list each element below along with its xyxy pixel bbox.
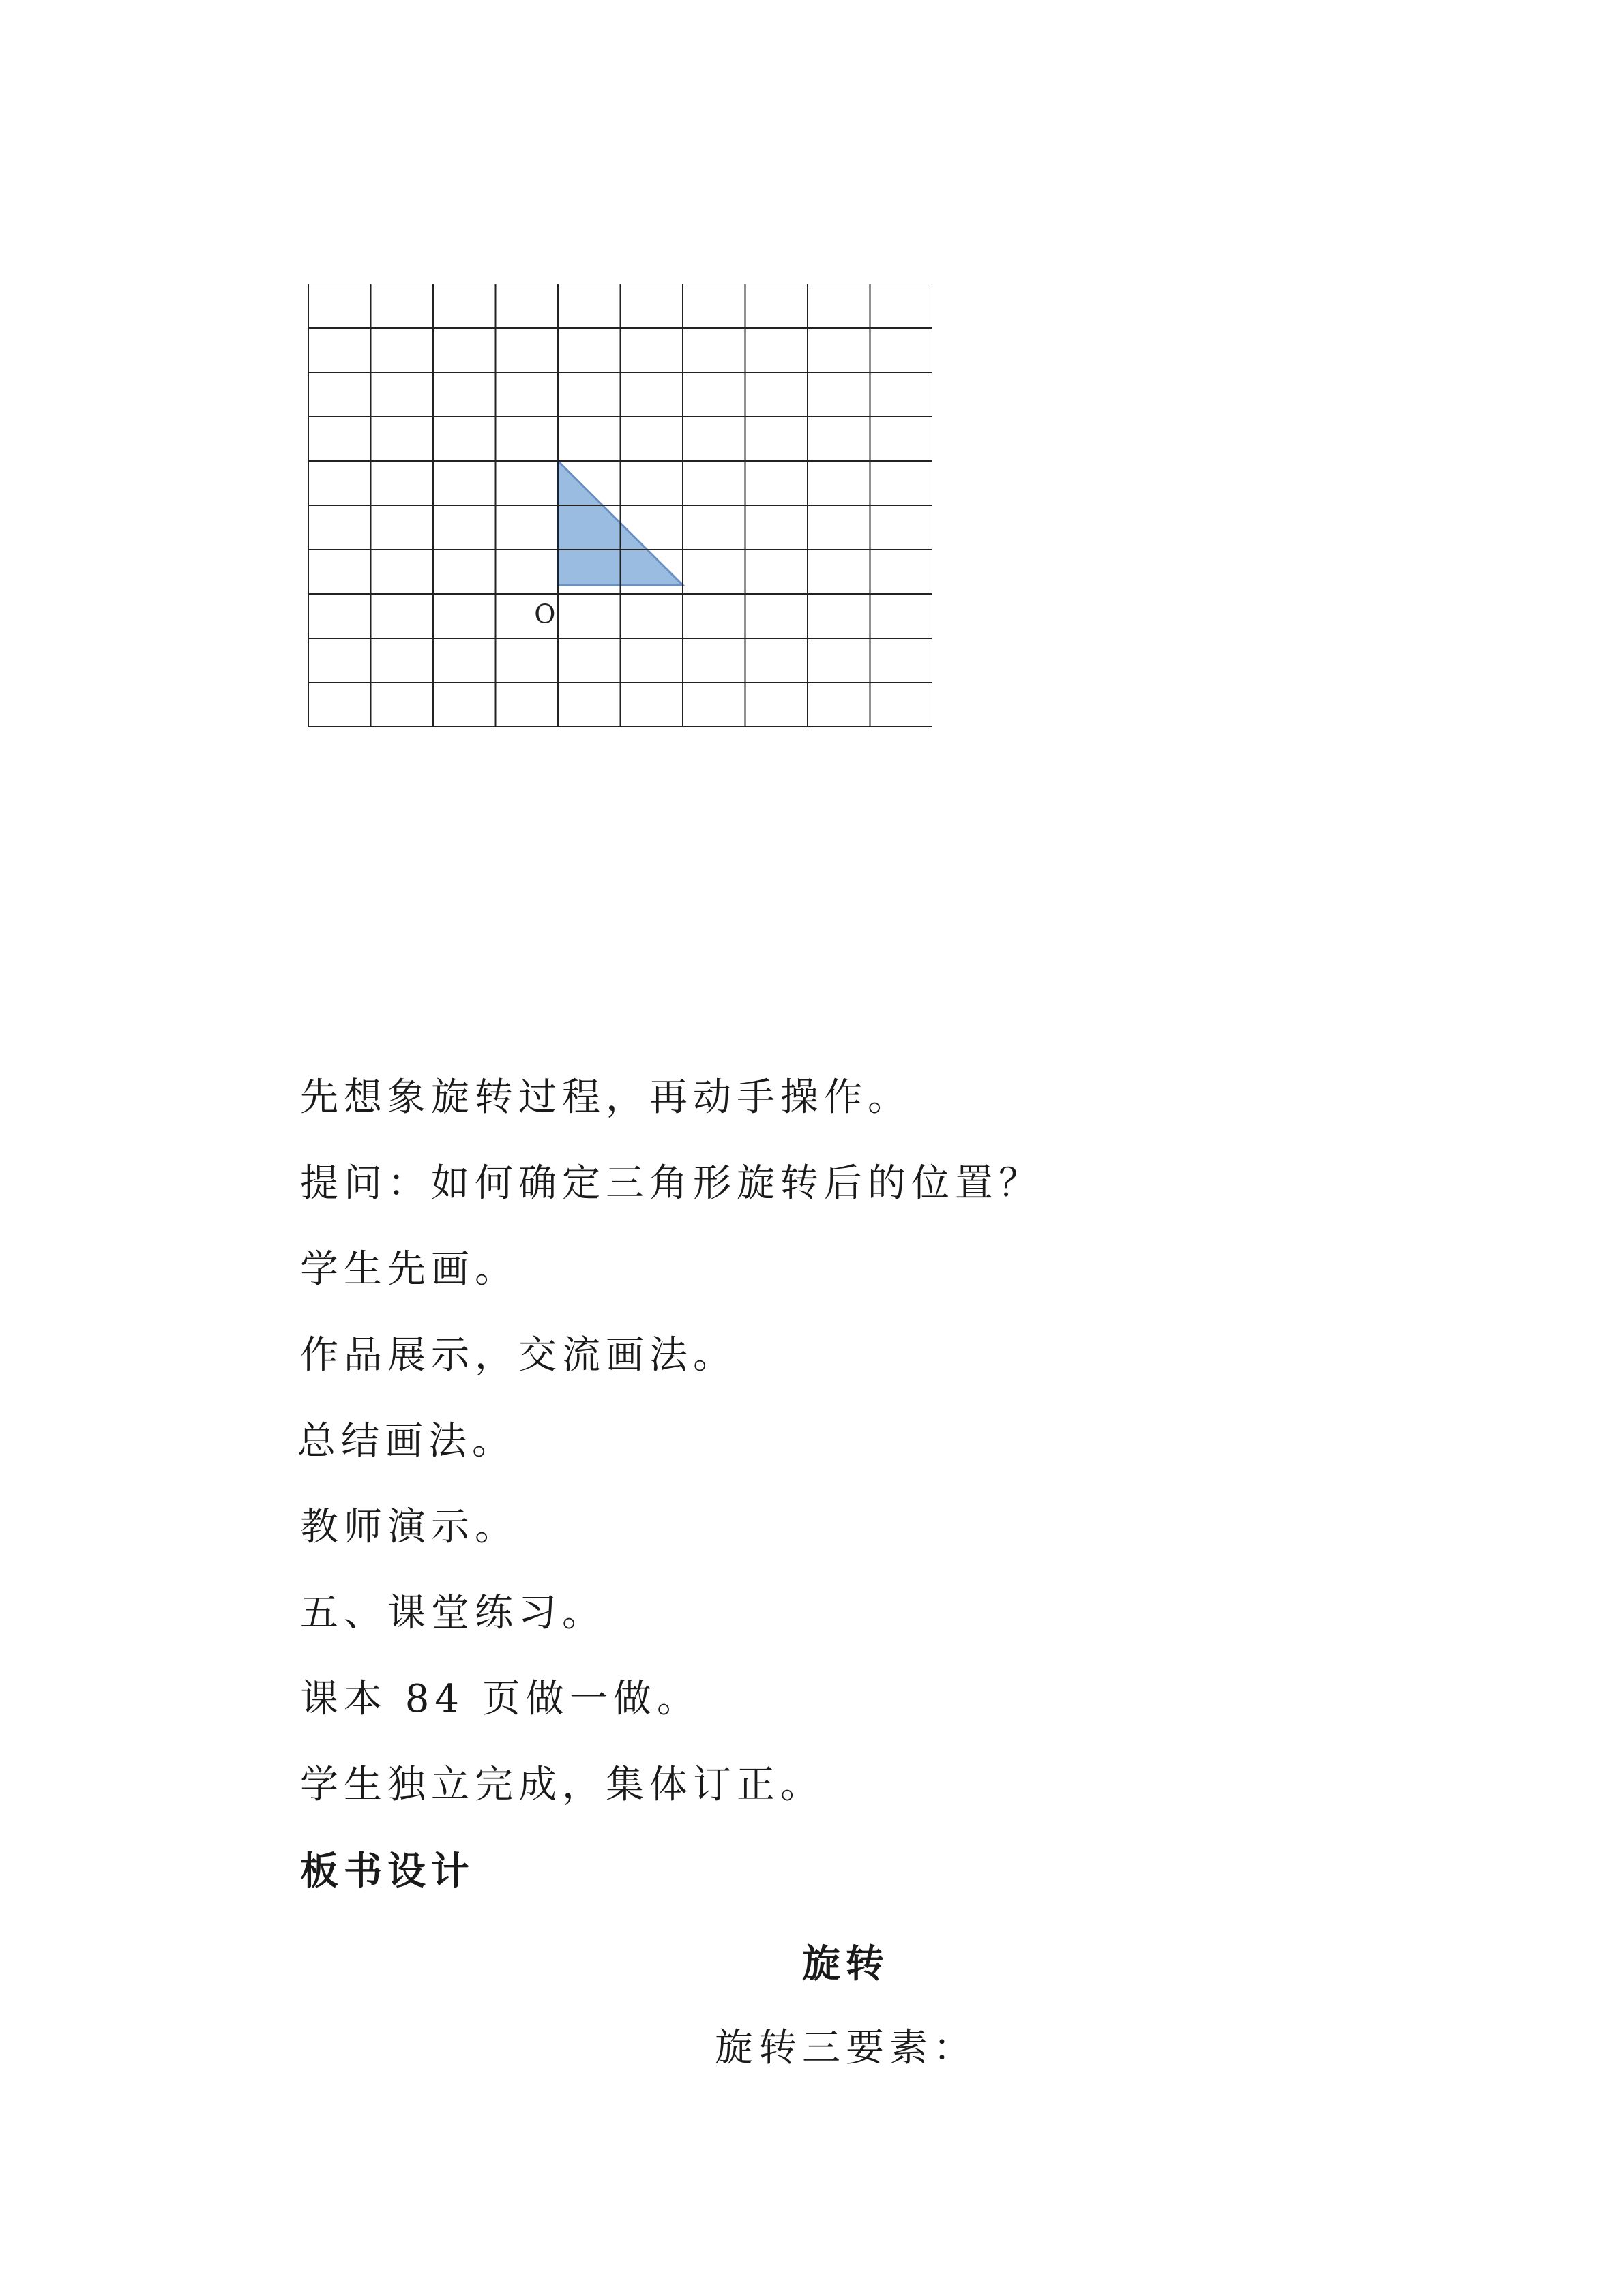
text-line-7: 五、课堂练习。 bbox=[300, 1591, 606, 1635]
text-line-2: 提问：如何确定三角形旋转后的位置？ bbox=[300, 1161, 1042, 1206]
text-line-1: 先想象旋转过程，再动手操作。 bbox=[300, 1075, 911, 1120]
text-line-5: 总结画法。 bbox=[297, 1419, 516, 1463]
section-heading: 板书设计 bbox=[300, 1849, 475, 1894]
board-subtitle: 旋转三要素： bbox=[715, 2026, 977, 2070]
grid-figure bbox=[308, 284, 932, 727]
text-line-6: 教师演示。 bbox=[300, 1505, 518, 1549]
board-title: 旋转 bbox=[802, 1941, 889, 1986]
rotation-center-label: O bbox=[534, 599, 556, 629]
text-line-3: 学生先画。 bbox=[300, 1247, 518, 1292]
text-line-4: 作品展示，交流画法。 bbox=[300, 1333, 737, 1377]
text-line-8: 课本 84 页做一做。 bbox=[300, 1677, 700, 1721]
text-line-9: 学生独立完成，集体订正。 bbox=[300, 1763, 824, 1807]
